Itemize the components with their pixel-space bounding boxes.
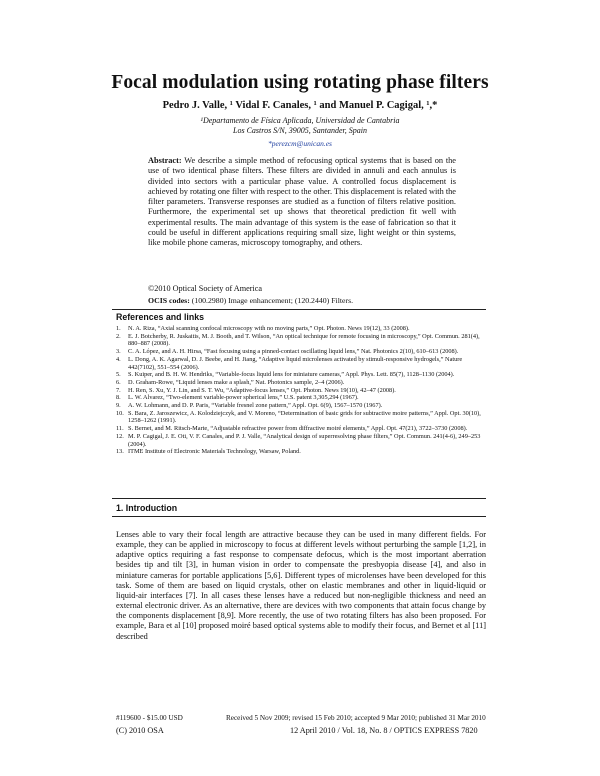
received-dates: Received 5 Nov 2009; revised 15 Feb 2010; accepted 9 Mar 2010; published 31 Mar 2010 bbox=[226, 714, 486, 722]
reference-text: D. Graham-Rowe, “Liquid lenses make a splash,” Nat. Photonics sample, 2–4 (2006). bbox=[128, 378, 345, 386]
reference-item bbox=[116, 394, 484, 402]
reference-number: 2. bbox=[116, 332, 121, 340]
reference-text: L. W. Alvarez, “Two-element variable-power spherical lens,” U.S. patent 3,305,294 (1967). bbox=[128, 394, 359, 402]
reference-item bbox=[116, 325, 484, 333]
ocis-text: (100.2980) Image enhancement; (120.2440) Filters. bbox=[191, 296, 354, 305]
reference-item bbox=[116, 348, 484, 356]
journal-citation: 12 April 2010 / Vol. 18, No. 8 / OPTICS EXPRESS 7820 bbox=[290, 726, 478, 735]
reference-text: L. Dong, A. K. Agarwal, D. J. Beebe, and H. Jiang, “Adaptive liquid microlenses activated by stimuli-responsive hydrogels,” Nature 442(7102), 551–554 (2006). bbox=[128, 355, 463, 371]
author-list: Pedro J. Valle, ¹ Vidal F. Canales, ¹ and Manuel P. Cagigal, ¹,* bbox=[162, 100, 438, 111]
reference-number: 9. bbox=[116, 402, 121, 410]
reference-list bbox=[116, 325, 484, 456]
introduction-text: Lenses able to vary their focal length are attractive because they can be used in many different fields. For example, they can be applied in microscopy to focus at different levels without perturbing the sample [1,2], in adaptive optics requiring a fast response to compensate defocus, which is the most important aberration besides tip and tilt [3], in human vision in order to compensate the presbyopia disease [4], and also in miniature cameras for portable applications [5,6]. Different types of microlenses have been developed for this task. Some of them are based on liquid crystals, other on elastic membranes and other in liquid-liquid or liquid-air interfaces [7]. In all cases these lenses have a reduced but non-negligible thickness and need an external electronic driver. As an alternative, there are devices with two components that attain focus change by the components displacement [8,9]. More recently, the use of two rotating filters has also been proposed. For example, Bara et al [10] proposed moiré based optical systems able to modify their focus, and Bernet et al [11] described bbox=[116, 530, 486, 641]
reference-item bbox=[116, 333, 484, 348]
copyright-notice: ©2010 Optical Society of America bbox=[148, 284, 262, 293]
reference-number: 8. bbox=[116, 394, 121, 402]
reference-text: E. J. Botcherby, R. Juskaitis, M. J. Booth, and T. Wilson, “An optical technique for remote focusing in microscopy,” Opt. Commun. 281(4), 880–887 (2008). bbox=[128, 332, 480, 348]
reference-number: 11. bbox=[116, 425, 124, 433]
reference-item bbox=[116, 402, 484, 410]
reference-item bbox=[116, 371, 484, 379]
affiliation-line-1: ¹Departamento de Física Aplicada, Universidad de Cantabria bbox=[200, 116, 400, 125]
reference-item bbox=[116, 387, 484, 395]
reference-text: M. P. Cagigal, J. E. Oti, V. F. Canales, and P. J. Valle, “Analytical design of superresolving phase filters,” Opt. Commun. 241(4-6), 249–253 (2004). bbox=[128, 432, 481, 448]
contact-email-link[interactable]: *perezcm@unican.es bbox=[268, 139, 332, 148]
osa-copyright: (C) 2010 OSA bbox=[116, 726, 164, 735]
reference-item bbox=[116, 410, 484, 425]
reference-item bbox=[116, 433, 484, 448]
references-heading: References and links bbox=[116, 312, 205, 322]
abstract-text: We describe a simple method of refocusing optical systems that is based on the use of two identical phase filters. These filters are divided in annuli and each annulus is divided into sectors with a particular phase value. A controlled focus displacement is achieved by rotating one filter with respect to the other. This displacement is related with the filter parameters. Transverse responses are studied as a function of filters relative position. Furthermore, the experimental set up shows that theoretical prediction fit well with experimental results. The main advantage of this system is the ease of fabrication so that it could be useful in different applications requiring small size, light weight or thin systems, like mobile phone cameras, microscopy tomography, and others. bbox=[148, 156, 456, 248]
ocis-codes bbox=[148, 296, 353, 305]
reference-number: 10. bbox=[116, 409, 124, 417]
reference-number: 12. bbox=[116, 432, 124, 440]
order-number: #119600 - $15.00 USD bbox=[116, 714, 183, 722]
affiliation-line-2: Los Castros S/N, 39005, Santander, Spain bbox=[233, 126, 367, 135]
reference-item bbox=[116, 448, 484, 456]
reference-text: N. A. Riza, “Axial scanning confocal microscopy with no moving parts,” Opt. Photon. News 19(12), 33 (2008). bbox=[128, 325, 410, 332]
reference-item bbox=[116, 425, 484, 433]
reference-number: 7. bbox=[116, 386, 121, 394]
reference-text: S. Bernet, and M. Ritsch-Marte, “Adjustable refractive power from diffractive moiré elements,” Appl. Opt. 47(21), 3722–3730 (2008). bbox=[128, 425, 468, 433]
reference-number: 13. bbox=[116, 448, 124, 456]
abstract-label: Abstract: bbox=[148, 156, 182, 165]
reference-text: ITME Institute of Electronic Materials Technology, Warsaw, Poland. bbox=[128, 448, 301, 456]
reference-number: 6. bbox=[116, 378, 121, 386]
ocis-label: OCIS codes: bbox=[148, 296, 190, 305]
reference-number: 3. bbox=[116, 348, 121, 356]
reference-number: 1. bbox=[116, 325, 121, 332]
reference-text: A. W. Lohmann, and D. P. Paris, “Variable fresnel zone pattern,” Appl. Opt. 6(9), 1567–1570 (1967). bbox=[128, 402, 383, 410]
divider bbox=[112, 309, 486, 310]
reference-text: S. Kuiper, and B. H. W. Hendriks, “Variable-focus liquid lens for miniature cameras,” Appl. Phys. Lett. 85(7), 1128–1130 (2004). bbox=[128, 371, 455, 379]
reference-text: C. A. López, and A. H. Hirsa, “Fast focusing using a pinned-contact oscillating liquid lens,” Nat. Photonics 2(10), 610–613 (2008). bbox=[128, 348, 459, 356]
reference-text: S. Bara, Z. Jaroszewicz, A. Kolodziejczyk, and V. Moreno, “Determination of basic grids for subtractive moire patterns,” Appl. Opt. 30(10), 1258–1262 (1991). bbox=[128, 409, 481, 425]
reference-number: 5. bbox=[116, 371, 121, 379]
introduction-heading: 1. Introduction bbox=[116, 503, 178, 513]
paper-title: Focal modulation using rotating phase filters bbox=[111, 72, 489, 93]
reference-number: 4. bbox=[116, 355, 121, 363]
reference-text: H. Ren, S. Xu, Y. J. Lin, and S. T. Wu, “Adaptive-focus lenses,” Opt. Photon. News 19(10), 42–47 (2008). bbox=[128, 386, 396, 394]
reference-item bbox=[116, 356, 484, 371]
affiliation bbox=[0, 116, 600, 136]
abstract bbox=[148, 156, 456, 249]
divider bbox=[112, 498, 486, 499]
divider bbox=[112, 516, 486, 517]
reference-item bbox=[116, 379, 484, 387]
